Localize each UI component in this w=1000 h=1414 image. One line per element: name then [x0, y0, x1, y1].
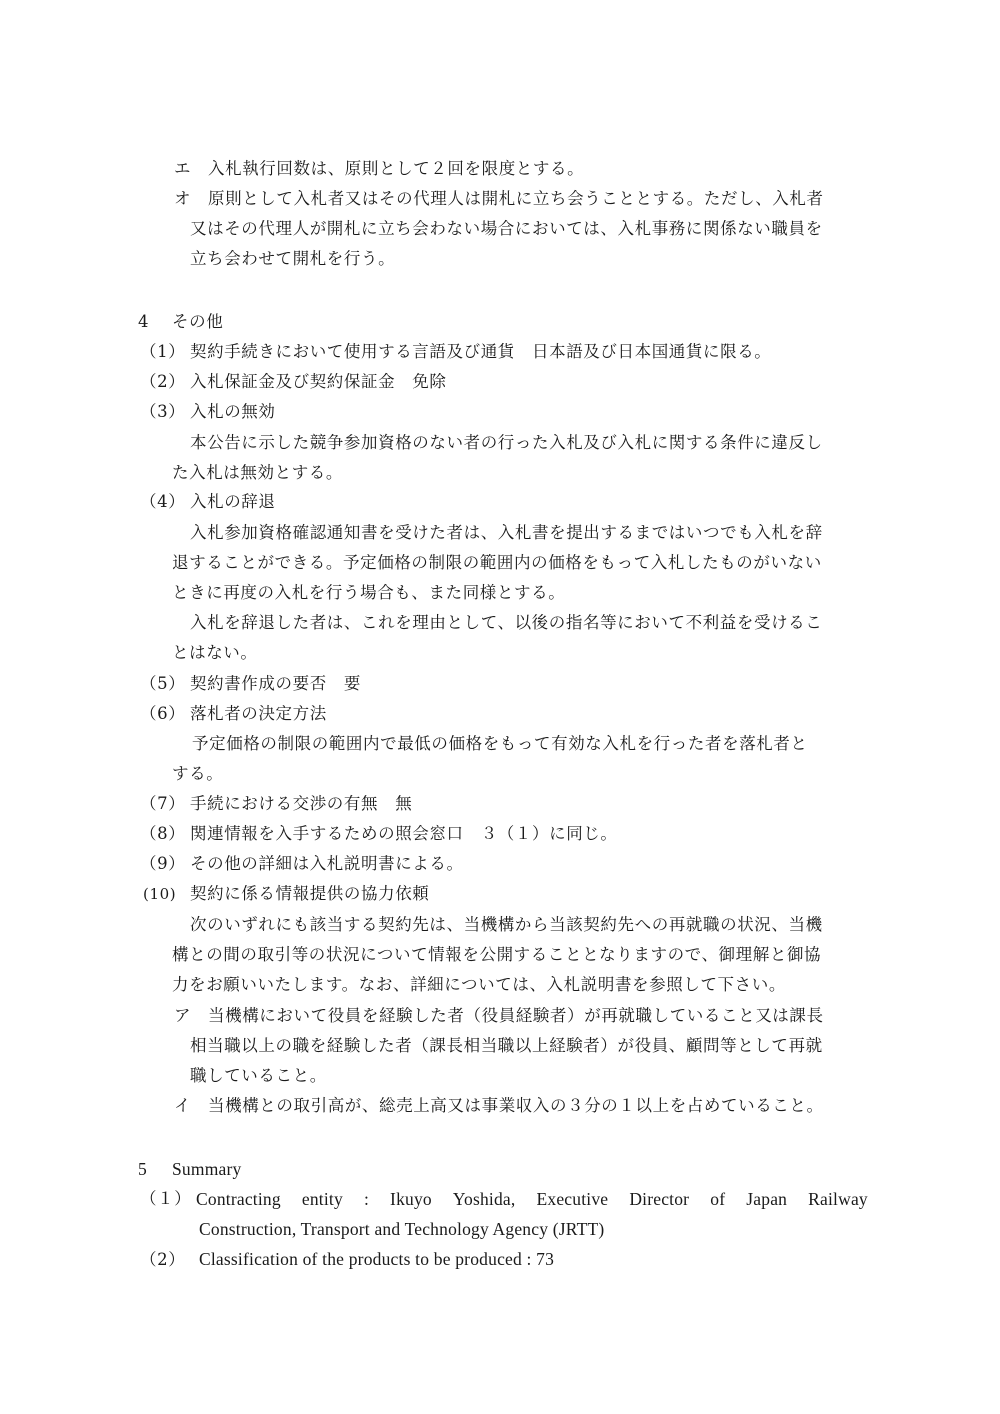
- item-4-6-num: （6）: [140, 704, 186, 723]
- item-4-1-text: 契約手続きにおいて使用する言語及び通貨 日本語及び日本国通貨に限る。: [190, 342, 772, 361]
- item-e-text: 入札執行回数は、原則として２回を限度とする。: [208, 159, 585, 178]
- item-4-10: [143, 883, 429, 905]
- item-4-4-body-1: 入札参加資格確認通知書を受けた者は、入札書を提出するまではいつでも入札を辞: [190, 523, 823, 542]
- item-4-7: [140, 793, 412, 815]
- item-4-7-text: 手続における交渉の有無 無: [190, 794, 413, 813]
- summary-word: of: [710, 1189, 726, 1209]
- item-e: [174, 158, 584, 180]
- item-4-3-body-2: た入札は無効とする。: [172, 463, 343, 482]
- item-4-6-body-1: 予定価格の制限の範囲内で最低の価格をもって有効な入札を行った者を落札者と: [192, 734, 808, 753]
- item-4-6-text: 落札者の決定方法: [190, 704, 327, 723]
- summary-item-2: [140, 1248, 554, 1271]
- section5-heading: [138, 1158, 241, 1180]
- summary-word: Railway: [808, 1189, 868, 1209]
- item-4-10-num: (10): [143, 885, 177, 903]
- summary-word: Ikuyo: [390, 1189, 432, 1209]
- item-4-10-body-1: 次のいずれにも該当する契約先は、当機構から当該契約先への再就職の状況、当機: [190, 915, 823, 934]
- summary-word: :: [363, 1189, 370, 1209]
- summary-word: Japan: [746, 1189, 788, 1209]
- summary-item-1-num: （１）: [140, 1189, 192, 1208]
- item-4-10-a-line-2: 相当職以上の職を経験した者（課長相当職以上経験者）が役員、顧問等として再就: [190, 1036, 823, 1055]
- item-4-2: [140, 371, 447, 393]
- item-4-10-text: 契約に係る情報提供の協力依頼: [190, 884, 430, 903]
- summary-word: Contracting: [196, 1189, 281, 1209]
- item-o-text-1: 原則として入札者又はその代理人は開札に立ち会うこととする。ただし、入札者: [208, 189, 824, 208]
- item-4-5-num: （5）: [140, 674, 186, 693]
- item-4-3-text: 入札の無効: [190, 402, 276, 421]
- item-4-8-text: 関連情報を入手するための照会窓口 ３（１）に同じ。: [190, 824, 618, 843]
- item-4-2-text: 入札保証金及び契約保証金 免除: [190, 372, 447, 391]
- item-4-9: [140, 853, 464, 875]
- item-o-line-1: [174, 188, 824, 210]
- item-o-mark: オ: [174, 189, 192, 208]
- item-4-10-a-line-1: [174, 1005, 824, 1027]
- item-o-line-3: 立ち会わせて開札を行う。: [190, 249, 396, 268]
- item-4-6: [140, 703, 327, 725]
- item-4-7-num: （7）: [140, 794, 186, 813]
- summary-word: Executive: [536, 1189, 609, 1209]
- item-4-4-text: 入札の辞退: [190, 492, 276, 511]
- item-4-1-num: （1）: [140, 342, 186, 361]
- item-4-9-text: その他の詳細は入札説明書による。: [190, 854, 464, 873]
- item-4-10-a-line-3: 職していること。: [190, 1066, 327, 1085]
- item-4-9-num: （9）: [140, 854, 186, 873]
- item-4-10-body-2: 構との間の取引等の状況について情報を公開することとなりますので、御理解と御協: [172, 945, 822, 964]
- item-4-4-num: （4）: [140, 492, 186, 511]
- item-4-4-body-3: ときに再度の入札を行う場合も、また同様とする。: [172, 583, 566, 602]
- item-4-4-body-5: とはない。: [172, 643, 258, 662]
- item-4-10-body-3: 力をお願いいたします。なお、詳細については、入札説明書を参照して下さい。: [172, 975, 786, 994]
- item-4-10-i-line-1: [174, 1095, 824, 1117]
- item-4-4: [140, 491, 276, 513]
- summary-item-2-num: （2）: [140, 1250, 186, 1269]
- item-4-5: [140, 673, 361, 695]
- summary-item-1-line-1: [196, 1188, 868, 1210]
- item-4-8-num: （8）: [140, 824, 186, 843]
- item-4-6-body-2: する。: [172, 764, 224, 783]
- item-4-4-body-4: 入札を辞退した者は、これを理由として、以後の指名等において不利益を受けるこ: [190, 613, 823, 632]
- item-4-10-a-text-1: 当機構において役員を経験した者（役員経験者）が再就職していること又は課長: [208, 1006, 824, 1025]
- item-4-3: [140, 401, 276, 423]
- item-4-4-body-2: 退することができる。予定価格の制限の範囲内の価格をもって入札したものがいない: [172, 553, 822, 572]
- summary-word: Yoshida,: [452, 1189, 516, 1209]
- item-e-mark: エ: [174, 159, 192, 178]
- section5-number: 5: [138, 1159, 147, 1179]
- item-4-1: [140, 341, 771, 363]
- item-4-3-body-1: 本公告に示した競争参加資格のない者の行った入札及び入札に関する条件に違反し: [190, 433, 823, 452]
- summary-item-1-line-2: Construction, Transport and Technology Agency (JRTT): [199, 1219, 605, 1239]
- item-o-line-2: 又はその代理人が開札に立ち会わない場合においては、入札事務に関係ない職員を: [190, 219, 823, 238]
- section4-title: その他: [172, 312, 224, 331]
- item-4-2-num: （2）: [140, 372, 186, 391]
- summary-word: entity: [301, 1189, 343, 1209]
- section4-heading: [138, 311, 223, 333]
- section4-number: 4: [138, 312, 150, 331]
- section5-title: Summary: [172, 1159, 242, 1179]
- summary-item-1: [140, 1188, 196, 1210]
- item-4-10-a-mark: ア: [174, 1006, 192, 1025]
- item-4-8: [140, 823, 618, 845]
- item-4-5-text: 契約書作成の要否 要: [190, 674, 361, 693]
- summary-word: Director: [629, 1189, 690, 1209]
- item-4-10-i-mark: イ: [174, 1096, 192, 1115]
- item-4-3-num: （3）: [140, 402, 186, 421]
- item-4-10-i-text-1: 当機構との取引高が、総売上高又は事業収入の３分の１以上を占めていること。: [208, 1096, 824, 1115]
- summary-item-2-text: Classification of the products to be produced : 73: [199, 1249, 555, 1269]
